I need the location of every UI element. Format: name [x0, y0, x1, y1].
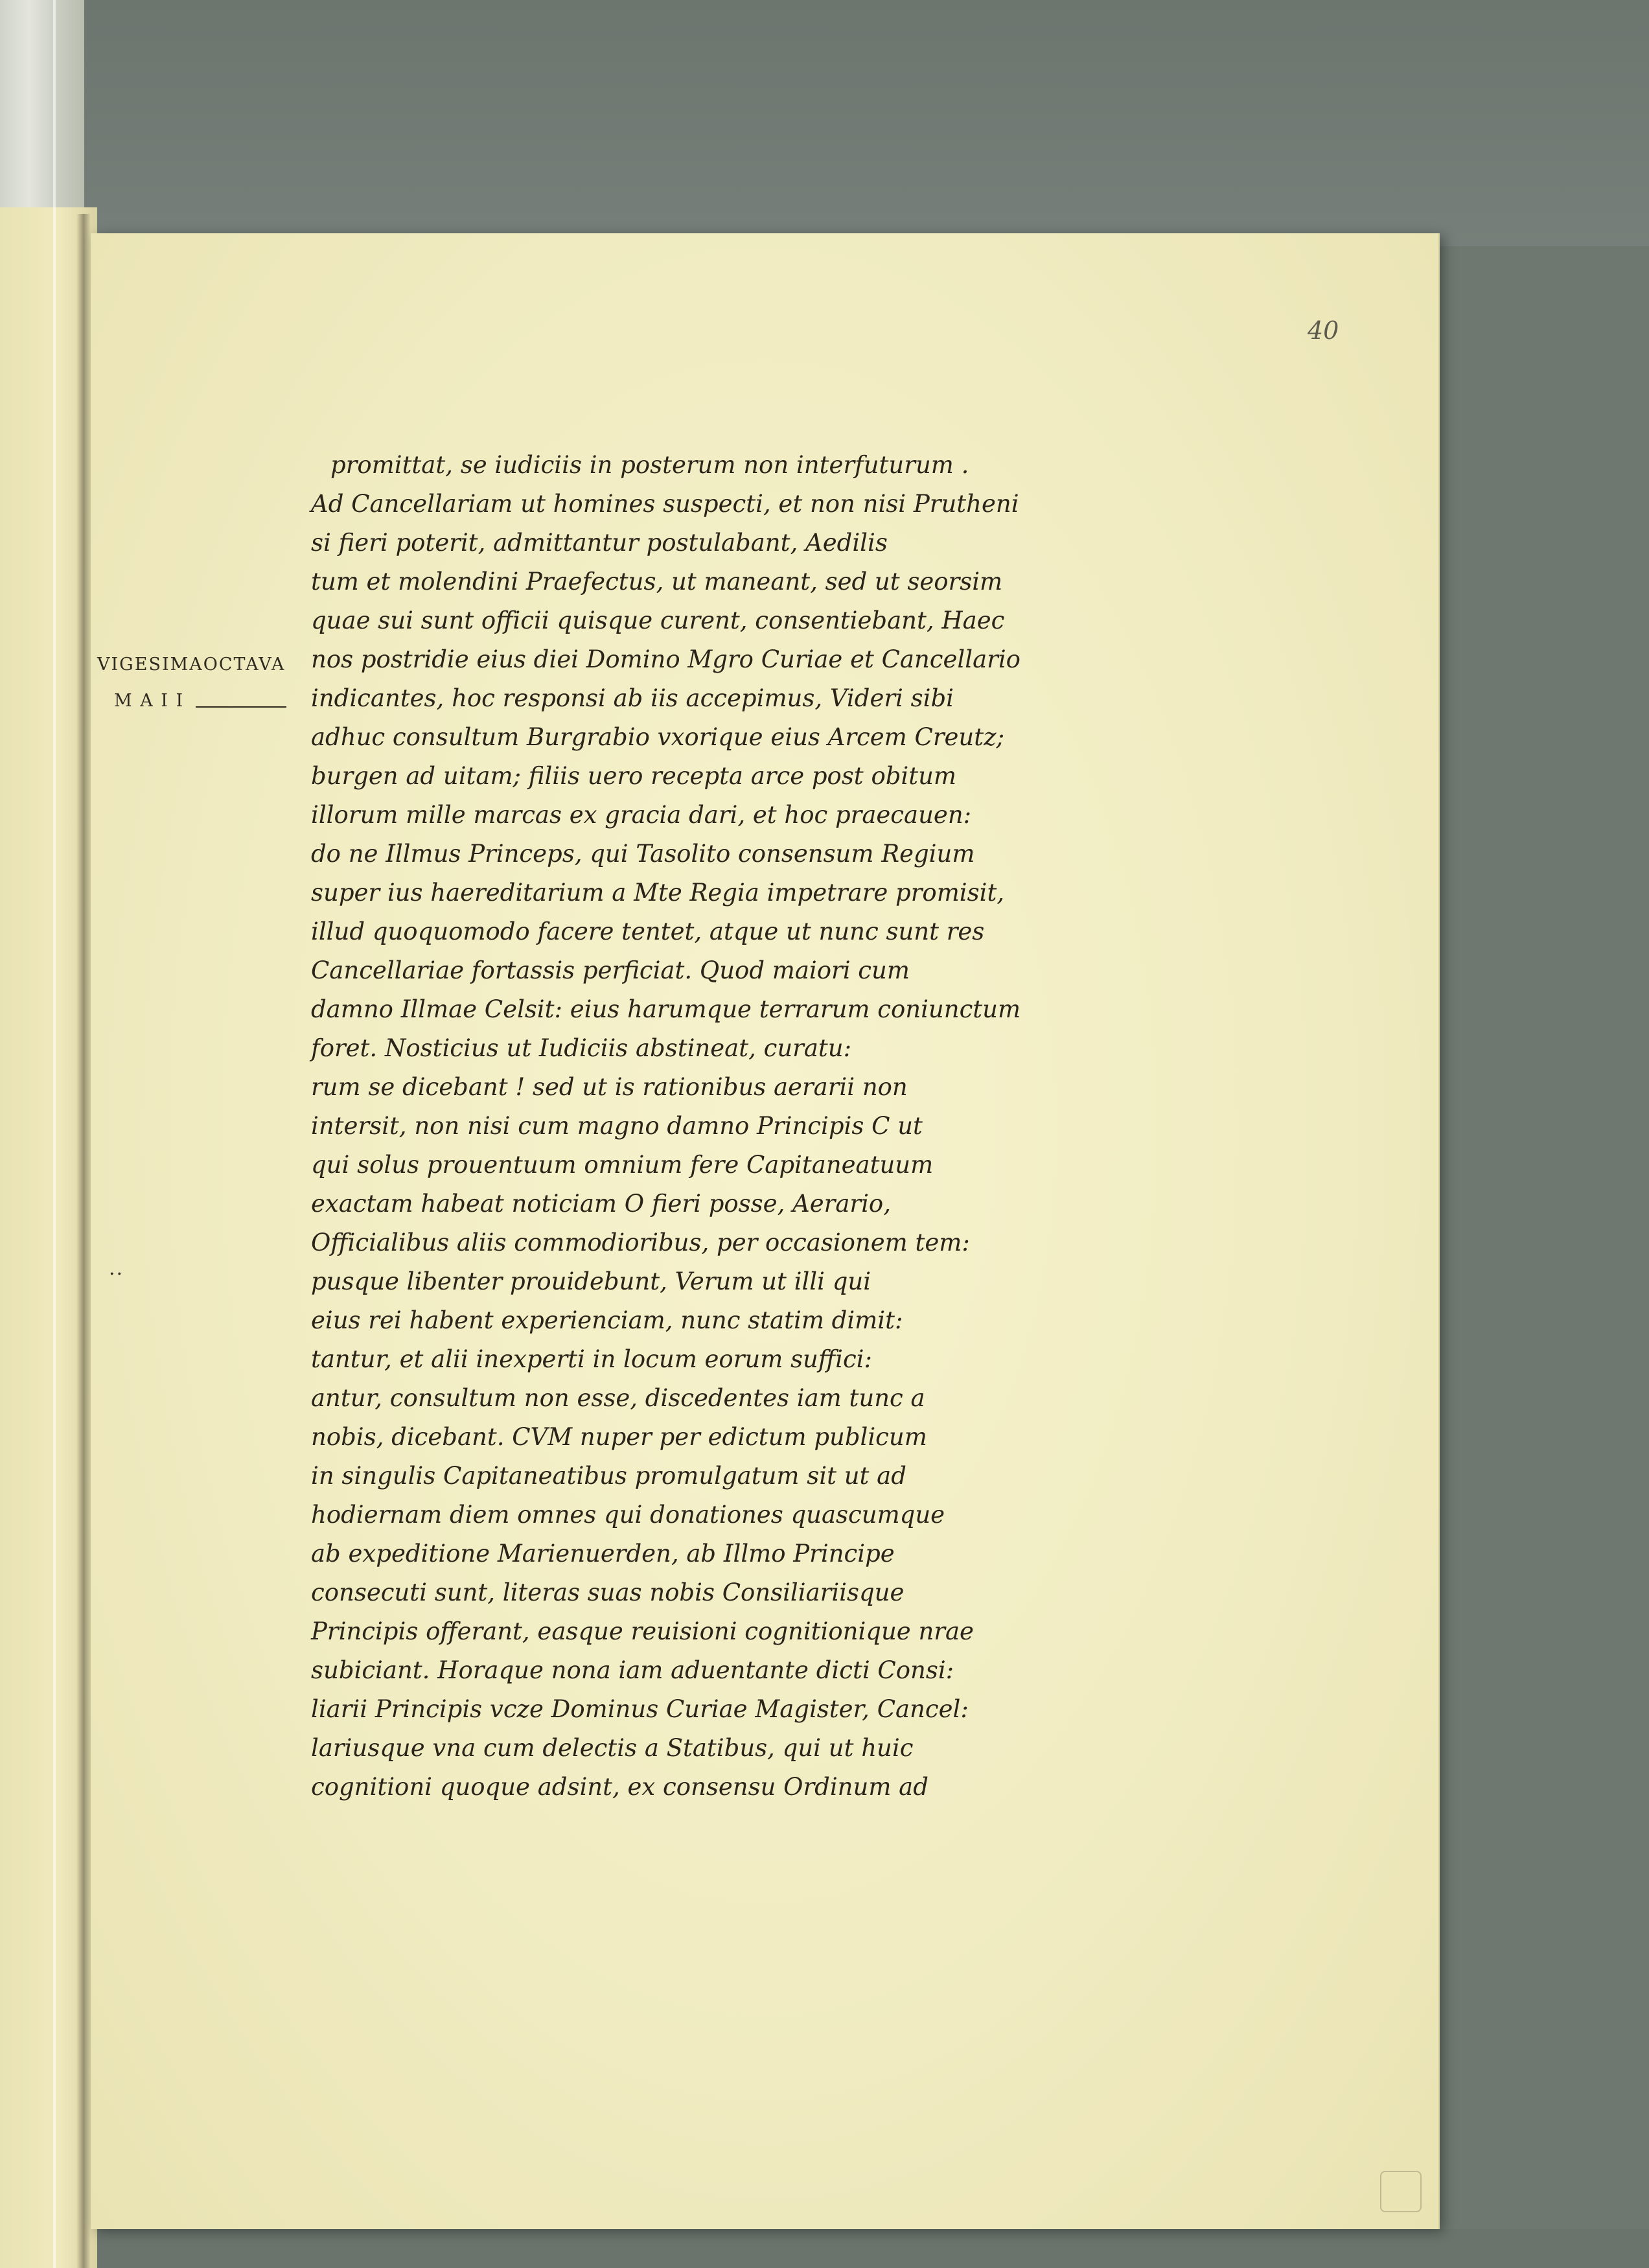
text-line: promittat, se iudiciis in posterum non interfuturum .: [330, 451, 969, 479]
margin-mark: ..: [109, 1257, 124, 1280]
text-line: tum et molendini Praefectus, ut maneant, sed ut seorsim: [311, 568, 1003, 596]
folio-number: 40: [1308, 316, 1339, 345]
text-line: indicantes, hoc responsi ab iis accepimus, Videri sibi: [311, 684, 954, 712]
text-line: do ne Illmus Princeps, qui Tasolito consensum Regium: [311, 840, 975, 868]
binding-gutter: [76, 214, 91, 2268]
background-bottom: [84, 2229, 1649, 2268]
background-top: [84, 0, 1649, 272]
text-line: Principis offerant, easque reuisioni cognitionique nrae: [311, 1617, 974, 1645]
text-line: qui solus prouentuum omnium fere Capitaneatuum: [311, 1151, 934, 1179]
text-line: pusque libenter prouidebunt, Verum ut illi qui: [311, 1267, 871, 1295]
text-line: Cancellariae fortassis perficiat. Quod maiori cum: [311, 956, 910, 984]
text-line: tantur, et alii inexperti in locum eorum suffici:: [311, 1345, 872, 1373]
manuscript-text: [311, 446, 1173, 1807]
text-line: nobis, dicebant. CVM nuper per edictum publicum: [311, 1423, 927, 1451]
text-line: nos postridie eius diei Domino Mgro Curiae et Cancellario: [311, 645, 1021, 673]
text-line: subiciant. Horaque nona iam aduentante dicti Consi:: [311, 1656, 954, 1684]
text-line: Officialibus aliis commodioribus, per occasionem tem:: [311, 1229, 970, 1256]
text-line: liarii Principis vcze Dominus Curiae Magister, Cancel:: [311, 1695, 969, 1723]
background-right: [1438, 246, 1649, 2268]
text-line: antur, consultum non esse, discedentes iam tunc a: [311, 1384, 925, 1412]
text-line: quae sui sunt officii quisque curent, consentiebant, Haec: [311, 607, 1005, 634]
text-line: cognitioni quoque adsint, ex consensu Ordinum ad: [311, 1773, 928, 1801]
text-line: adhuc consultum Burgrabio vxorique eius Arcem Creutz;: [311, 723, 1005, 751]
text-line: consecuti sunt, literas suas nobis Consiliariisque: [311, 1579, 905, 1606]
text-line: si fieri poterit, admittantur postulabant, Aedilis: [311, 529, 888, 557]
folio-corner-mark: [1380, 2171, 1422, 2212]
text-line: super ius haereditarium a Mte Regia impetrare promisit,: [311, 879, 1005, 907]
text-line: in singulis Capitaneatibus promulgatum sit ut ad: [311, 1462, 906, 1490]
text-line: damno Illmae Celsit: eius harumque terrarum coniunctum: [311, 995, 1021, 1023]
text-line: illorum mille marcas ex gracia dari, et hoc praecauen:: [311, 801, 972, 829]
text-line: exactam habeat noticiam O fieri posse, Aerario,: [311, 1190, 891, 1218]
margin-note-line2: M A I I: [114, 691, 185, 711]
margin-note-rule: [196, 706, 286, 708]
text-line: foret. Nosticius ut Iudiciis abstineat, curatu:: [311, 1034, 852, 1062]
text-line: Ad Cancellariam ut homines suspecti, et non nisi Prutheni: [311, 490, 1019, 518]
text-line: lariusque vna cum delectis a Statibus, qui ut huic: [311, 1734, 914, 1762]
text-line: hodiernam diem omnes qui donationes quascumque: [311, 1501, 945, 1529]
text-line: ab expeditione Marienuerden, ab Illmo Principe: [311, 1540, 895, 1568]
margin-note-line1: VIGESIMAOCTAVA: [97, 654, 286, 675]
glass-reflection: [53, 0, 56, 2268]
text-line: rum se dicebant ! sed ut is rationibus aerarii non: [311, 1073, 908, 1101]
text-line: eius rei habent experienciam, nunc statim dimit:: [311, 1306, 903, 1334]
text-line: intersit, non nisi cum magno damno Principis C ut: [311, 1112, 923, 1140]
text-line: burgen ad uitam; filiis uero recepta arce post obitum: [311, 762, 957, 790]
text-line: illud quoquomodo facere tentet, atque ut nunc sunt res: [311, 918, 985, 945]
